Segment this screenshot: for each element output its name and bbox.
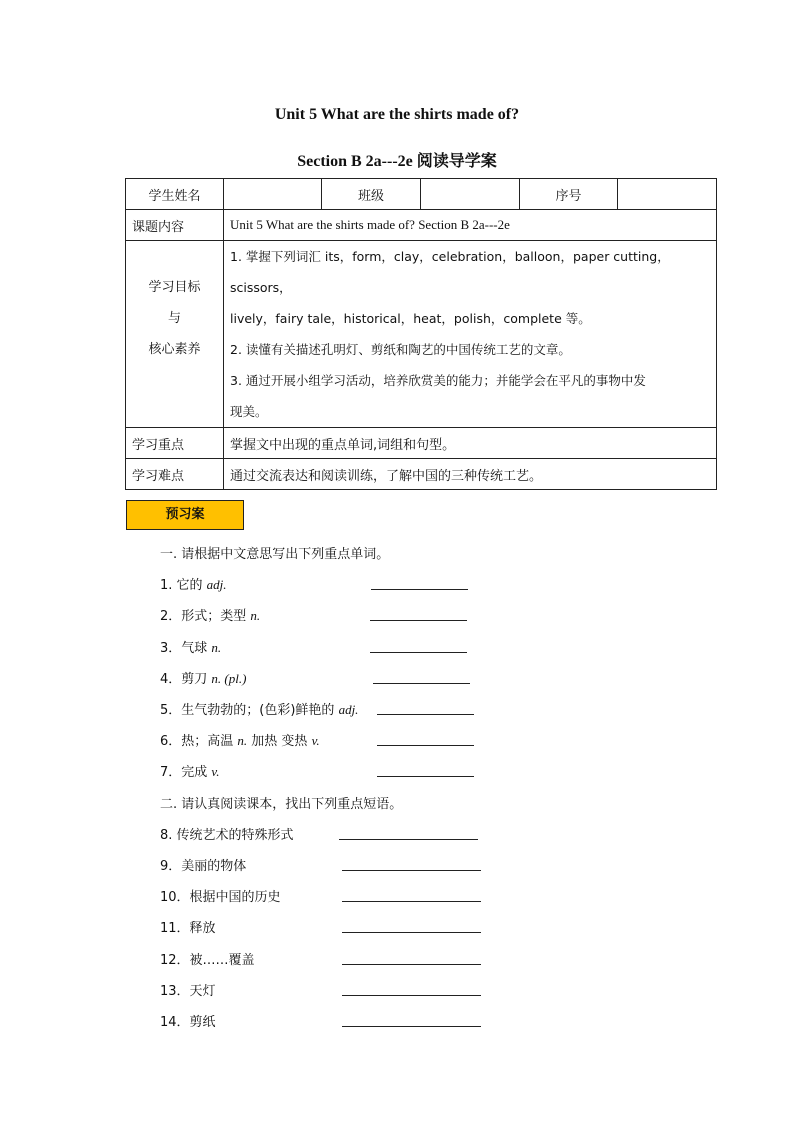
topic-label: 课题内容 bbox=[126, 210, 224, 241]
table-row-key-points bbox=[126, 428, 717, 459]
answer-blank[interactable] bbox=[370, 619, 467, 621]
list-item: 8. 传统艺术的特殊形式 bbox=[160, 828, 294, 843]
number-field bbox=[618, 179, 717, 210]
page-title: Unit 5 What are the shirts made of? bbox=[274, 106, 520, 123]
preview-badge: 预习案 bbox=[126, 500, 244, 530]
answer-blank[interactable] bbox=[342, 963, 481, 965]
goals-line: 2. 读懂有关描述孔明灯、剪纸和陶艺的中国传统工艺的文章。 bbox=[230, 342, 571, 357]
answer-blank[interactable] bbox=[373, 682, 470, 684]
list-item: 7．完成 v. bbox=[160, 764, 220, 780]
goals-line: 3. 通过开展小组学习活动，培养欣赏美的能力；并能学会在平凡的事物中发 bbox=[230, 373, 646, 388]
answer-blank[interactable] bbox=[342, 931, 481, 933]
name-field bbox=[224, 179, 322, 210]
goals-line: 1. 掌握下列词汇 its，form，clay，celebration，balloon，paper cutting，scissors， bbox=[230, 249, 670, 295]
answer-blank[interactable] bbox=[371, 588, 468, 590]
answer-blank[interactable] bbox=[339, 838, 478, 840]
goals-label-line: 与 bbox=[167, 311, 181, 326]
list-item: 11．释放 bbox=[160, 921, 216, 936]
table-row-topic bbox=[126, 210, 717, 241]
goals-line: lively，fairy tale，historical，heat，polish，complete 等。 bbox=[230, 311, 591, 326]
key-points-label: 学习重点 bbox=[126, 428, 224, 459]
list-item: 10．根据中国的历史 bbox=[160, 890, 281, 905]
number-label: 序号 bbox=[520, 179, 618, 210]
section1-heading: 一. 请根据中文意思写出下列重点单词。 bbox=[160, 547, 390, 562]
goals-value bbox=[224, 241, 717, 428]
key-points-value: 掌握文中出现的重点单词,词组和句型。 bbox=[224, 428, 717, 459]
section2-heading: 二. 请认真阅读课本，找出下列重点短语。 bbox=[160, 797, 403, 812]
answer-blank[interactable] bbox=[342, 994, 481, 996]
difficulties-value: 通过交流表达和阅读训练，了解中国的三种传统工艺。 bbox=[224, 459, 717, 490]
answer-blank[interactable] bbox=[377, 775, 474, 777]
table-row-difficulties bbox=[126, 459, 717, 490]
list-item: 12．被……覆盖 bbox=[160, 953, 255, 968]
list-item: 1. 它的 adj. bbox=[160, 577, 227, 593]
goals-label-line: 核心素养 bbox=[148, 342, 201, 357]
name-label: 学生姓名 bbox=[126, 179, 224, 210]
goals-label bbox=[126, 241, 224, 428]
table-row-goals bbox=[126, 241, 717, 428]
page-subtitle: Section B 2a---2e 阅读导学案 bbox=[297, 153, 497, 170]
goals-line: 现美。 bbox=[230, 404, 268, 419]
list-item: 9．美丽的物体 bbox=[160, 859, 247, 874]
list-item: 3．气球 n. bbox=[160, 640, 222, 656]
list-item: 14．剪纸 bbox=[160, 1015, 216, 1030]
list-item: 4．剪刀 n. (pl.) bbox=[160, 671, 247, 687]
table-row-student bbox=[126, 179, 717, 210]
topic-value: Unit 5 What are the shirts made of? Section B 2a---2e bbox=[224, 210, 717, 241]
goals-label-line: 学习目标 bbox=[148, 280, 201, 295]
answer-blank[interactable] bbox=[342, 869, 481, 871]
answer-blank[interactable] bbox=[377, 713, 474, 715]
answer-blank[interactable] bbox=[342, 900, 481, 902]
answer-blank[interactable] bbox=[370, 651, 467, 653]
answer-blank[interactable] bbox=[342, 1025, 481, 1027]
list-item: 5．生气勃勃的；(色彩)鲜艳的 adj. bbox=[160, 702, 359, 718]
class-field bbox=[421, 179, 520, 210]
answer-blank[interactable] bbox=[377, 744, 474, 746]
difficulties-label: 学习难点 bbox=[126, 459, 224, 490]
class-label: 班级 bbox=[322, 179, 421, 210]
list-item: 2．形式；类型 n. bbox=[160, 608, 261, 624]
info-table bbox=[125, 178, 717, 490]
list-item: 13．天灯 bbox=[160, 984, 216, 999]
list-item: 6．热；高温 n. 加热 变热 v. bbox=[160, 733, 320, 749]
